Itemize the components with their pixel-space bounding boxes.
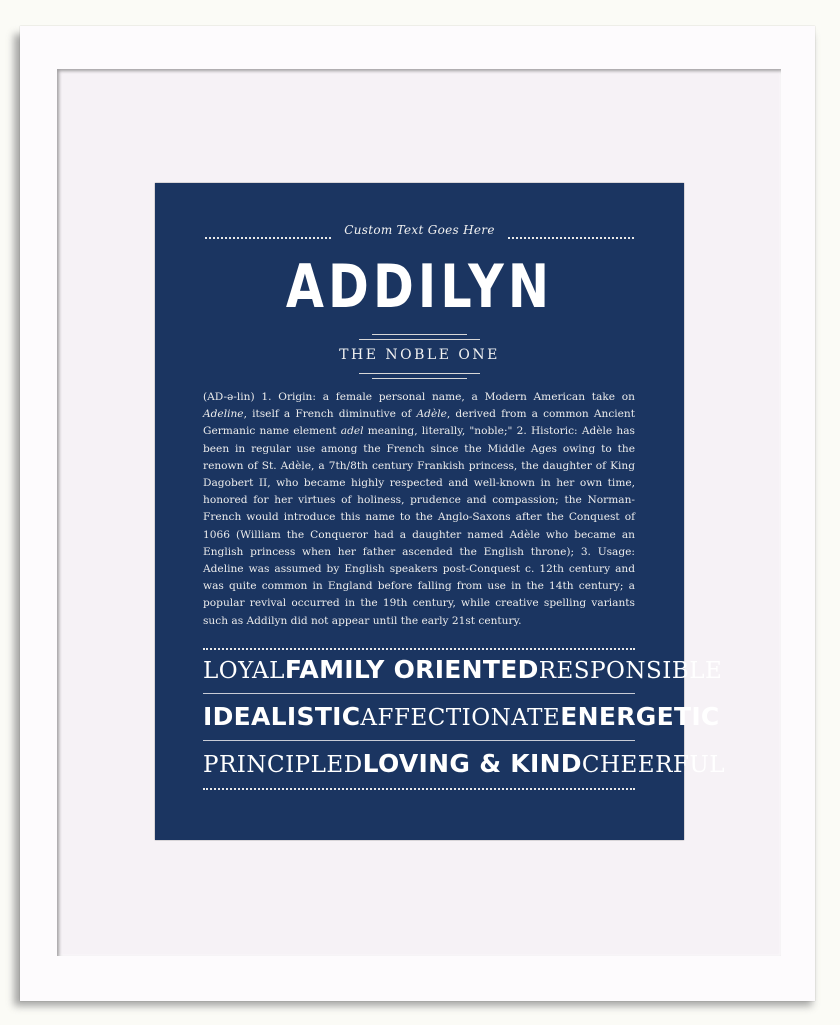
trait: RESPONSIBLE: [538, 658, 723, 684]
trait: IDEALISTIC: [203, 702, 361, 731]
trait: LOYAL: [203, 658, 285, 684]
definition-italic-adeline: Adeline: [203, 408, 244, 421]
frame-mat: [57, 69, 781, 956]
trait: PRINCIPLED: [203, 752, 363, 778]
name-title: ADDILYN: [285, 252, 554, 322]
traits-line-1: [203, 655, 723, 689]
definition-text: , derived from a common Ancient Germanic name element: [203, 408, 635, 438]
name-definition: [203, 389, 635, 630]
dotted-divider-left: [205, 237, 331, 239]
definition-italic-adele: Adèle: [416, 408, 447, 421]
definition-text: meaning, literally, "noble;" 2. Historic: Adèle has been in regular use among the French since the Middle Ages owing to the renown of St. Adèle, a 7th/8th century Frankish princess, the daughter of King Dagobert II, who became highly respected and well-known in her own time, honored for her virtues of holiness, prudence and compassion; the Norman-French would introduce this name to the Anglo-Saxons after the Conquest of 1066 (William the Conqueror had a daughter named Adèle who became an English princess when her father ascended the English throne); 3. Usage: Adeline was assumed by English speakers post-Conquest c. 12th century and was quite common in England before falling from use in the 14th century; a popular revival occurred in the 19th century, while creative spelling variants such as Addilyn did not appear until the early 21st century.: [203, 425, 635, 627]
dotted-divider-right: [508, 237, 634, 239]
custom-text: Custom Text Goes Here: [344, 223, 495, 237]
trait: LOVING & KIND: [362, 749, 582, 778]
meaning-rule-bottom: [359, 373, 480, 374]
trait: AFFECTIONATE: [360, 705, 561, 731]
traits-line-3: [203, 749, 726, 783]
meaning-rule-bottom-2: [372, 378, 467, 379]
definition-text: , itself a French diminutive of: [243, 408, 417, 421]
traits-separator: [203, 740, 635, 741]
definition-italic-adel: adel: [340, 425, 364, 438]
dotted-divider-traits-bottom: [203, 788, 635, 790]
meaning-rule-top: [372, 334, 467, 335]
traits-line-2: [203, 702, 720, 736]
name-meaning: THE NOBLE ONE: [339, 347, 500, 363]
traits-separator: [203, 693, 635, 694]
meaning-rule-top-2: [359, 339, 480, 340]
picture-frame: [20, 26, 815, 1001]
definition-text: (AD-ə-lin) 1. Origin: a female personal name, a Modern American take on: [203, 391, 635, 403]
name-print: [155, 183, 726, 840]
trait: ENERGETIC: [560, 702, 720, 731]
trait: FAMILY ORIENTED: [284, 655, 539, 684]
trait: CHEERFUL: [581, 752, 726, 778]
custom-text-row: [205, 223, 634, 249]
dotted-divider-traits-top: [203, 648, 635, 650]
